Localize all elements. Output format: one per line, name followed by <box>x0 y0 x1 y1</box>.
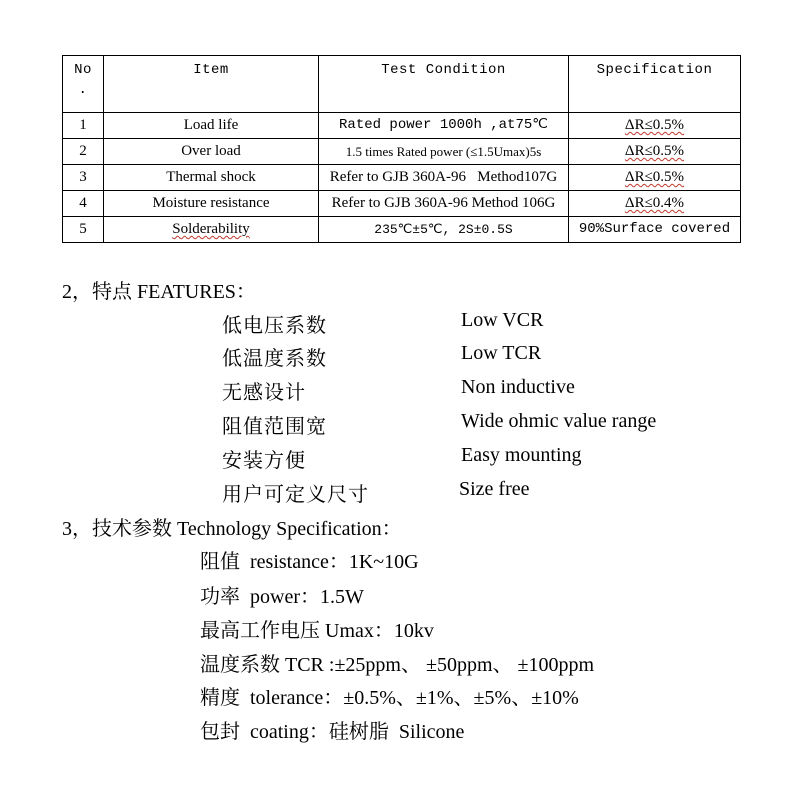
row-no: 1 <box>63 113 104 139</box>
row-item: Over load <box>104 139 319 165</box>
feature-en: Wide ohmic value range <box>461 410 657 432</box>
feature-cn: 用户可定义尺寸 <box>222 484 369 506</box>
row-item: Solderability <box>104 217 319 243</box>
feature-cn: 低温度系数 <box>222 348 327 370</box>
table-row <box>63 165 741 191</box>
spec-tcr: 温度系数 TCR :±25ppm、 ±50ppm、 ±100ppm <box>200 654 595 676</box>
table-row <box>63 217 741 243</box>
header-condition: Test Condition <box>319 56 569 113</box>
row-no: 2 <box>63 139 104 165</box>
spec-tolerance: 精度 tolerance：±0.5%、±1%、±5%、±10% <box>200 687 579 709</box>
feature-en: Easy mounting <box>461 444 582 466</box>
table-row <box>63 191 741 217</box>
header-no <box>63 56 104 113</box>
row-condition: 235℃±5℃, 2S±0.5S <box>319 217 569 243</box>
feature-cn: 安装方便 <box>222 450 306 472</box>
feature-cn: 阻值范围宽 <box>222 416 327 438</box>
technology-heading: 3，技术参数 Technology Specification： <box>62 518 402 540</box>
header-item: Item <box>104 56 319 113</box>
row-spec: ΔR≤0.5% <box>569 165 741 191</box>
row-item: Load life <box>104 113 319 139</box>
row-condition: Refer to GJB 360A-96 Method 106G <box>319 191 569 217</box>
feature-en: Low VCR <box>461 309 544 331</box>
table-row <box>63 139 741 165</box>
row-no: 4 <box>63 191 104 217</box>
feature-en: Size free <box>459 478 530 500</box>
row-item: Moisture resistance <box>104 191 319 217</box>
feature-cn: 无感设计 <box>222 382 306 404</box>
spec-coating: 包封 coating：硅树脂 Silicone <box>200 721 465 743</box>
header-spec: Specification <box>569 56 741 113</box>
row-condition: Rated power 1000h ,at75℃ <box>319 113 569 139</box>
header-no-text: No <box>74 62 92 78</box>
test-table <box>62 55 741 243</box>
row-no: 5 <box>63 217 104 243</box>
spec-power: 功率 power：1.5W <box>200 586 364 608</box>
row-spec: ΔR≤0.5% <box>569 139 741 165</box>
features-heading: 2，特点 FEATURES： <box>62 281 256 303</box>
row-spec: 90%Surface covered <box>569 217 741 243</box>
header-no-dot: . <box>78 82 88 98</box>
table-row <box>63 113 741 139</box>
feature-en: Low TCR <box>461 342 542 364</box>
feature-cn: 低电压系数 <box>222 315 327 337</box>
row-condition: 1.5 times Rated power (≤1.5Umax)5s <box>319 139 569 165</box>
row-no: 3 <box>63 165 104 191</box>
spec-umax: 最高工作电压 Umax：10kv <box>200 620 434 642</box>
row-spec: ΔR≤0.4% <box>569 191 741 217</box>
table-header-row <box>63 56 741 113</box>
row-item: Thermal shock <box>104 165 319 191</box>
row-spec: ΔR≤0.5% <box>569 113 741 139</box>
feature-en: Non inductive <box>461 376 575 398</box>
spec-resistance: 阻值 resistance：1K~10G <box>200 551 419 573</box>
row-condition: Refer to GJB 360A-96 Method107G <box>319 165 569 191</box>
